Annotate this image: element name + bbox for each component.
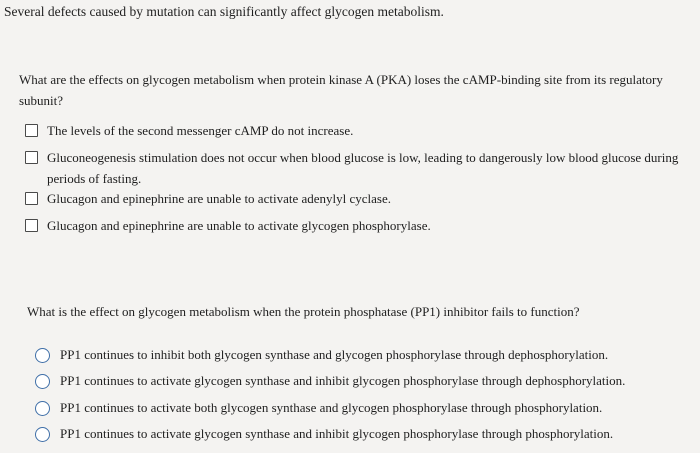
q2-option-3[interactable] [35,400,602,416]
q2-option-3-label: PP1 continues to activate both glycogen synthase and glycogen phosphorylase through phosphorylation. [60,400,603,415]
question-1-text: What are the effects on glycogen metabolism when protein kinase A (PKA) loses the cAMP-binding site from its regulatory subunit? [19,72,663,108]
intro-text: Several defects caused by mutation can significantly affect glycogen metabolism. [4,4,444,19]
q2-option-2[interactable] [35,373,625,389]
q2-option-4-label: PP1 continues to activate glycogen synthase and inhibit glycogen phosphorylase through phosphorylation. [60,426,614,441]
q2-option-4[interactable] [35,426,613,442]
checkbox[interactable] [25,192,38,205]
q1-option-3[interactable] [25,188,697,209]
checkbox[interactable] [25,151,38,164]
radio-button[interactable] [35,427,50,442]
q1-option-2[interactable] [25,147,697,189]
q1-option-2-label: Gluconeogenesis stimulation does not occur when blood glucose is low, leading to dangerously low blood glucose during periods of fasting. [47,150,679,186]
radio-button[interactable] [35,401,50,416]
question-2-text: What is the effect on glycogen metabolism when the protein phosphatase (PP1) inhibitor fails to function? [27,304,580,319]
radio-button[interactable] [35,348,50,363]
checkbox[interactable] [25,124,38,137]
q1-option-3-label: Glucagon and epinephrine are unable to activate adenylyl cyclase. [47,191,391,206]
q2-option-1[interactable] [35,347,608,363]
q1-option-4[interactable] [25,215,697,236]
q2-option-2-label: PP1 continues to activate glycogen synthase and inhibit glycogen phosphorylase through dephosphorylation. [60,373,626,388]
q1-option-1[interactable] [25,120,697,141]
q2-option-1-label: PP1 continues to inhibit both glycogen synthase and glycogen phosphorylase through dephosphorylation. [60,347,609,362]
q1-option-4-label: Glucagon and epinephrine are unable to activate glycogen phosphorylase. [47,218,431,233]
checkbox[interactable] [25,219,38,232]
radio-button[interactable] [35,374,50,389]
q1-option-1-label: The levels of the second messenger cAMP do not increase. [47,123,354,138]
